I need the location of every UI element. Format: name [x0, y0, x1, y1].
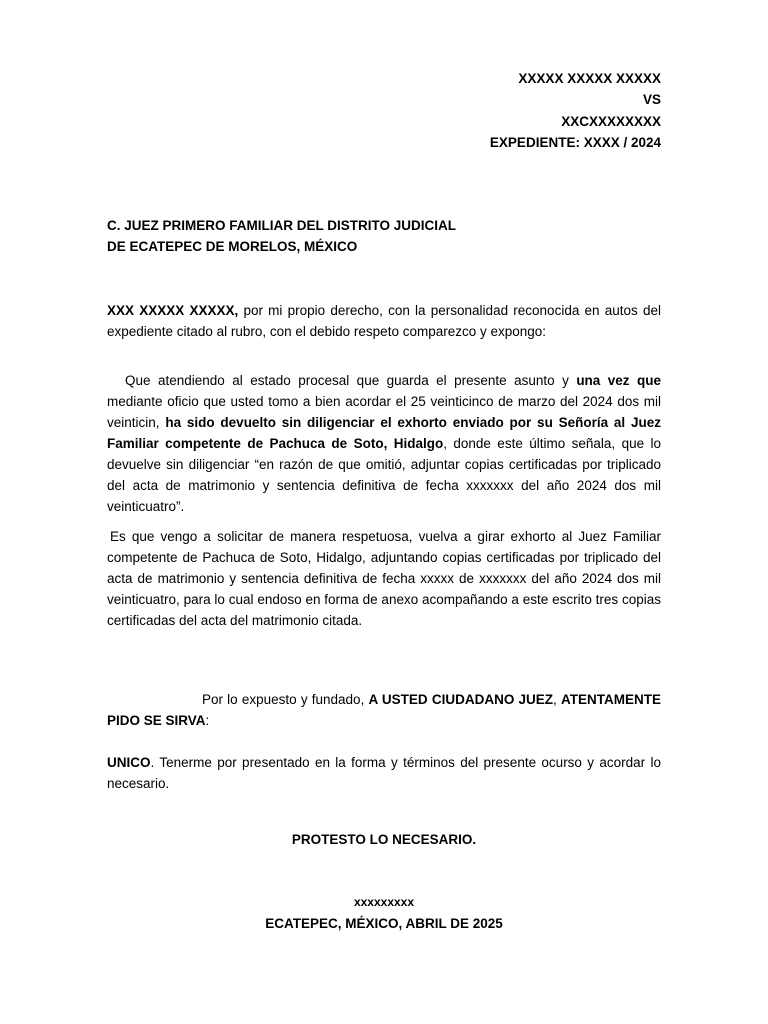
facts-text-1: Que atendiendo al estado procesal que guarda el presente asunto y	[125, 373, 577, 388]
addressee	[107, 215, 456, 258]
signer-name: xxxxxxxxx	[353, 895, 415, 909]
petition-text-1: Por lo expuesto y fundado,	[202, 692, 369, 707]
facts-bold-2: ha sido devuelto sin diligenciar el exhorto enviado por su Señoría al Juez Familiar competente de Pachuca de Soto, Hidalgo	[107, 415, 661, 451]
petition-text-3: :	[205, 713, 210, 728]
party-defendant: XXCXXXXXXXX	[561, 113, 661, 129]
petitioner-name: XXX XXXXX XXXXX,	[107, 303, 239, 318]
unico-paragraph	[107, 752, 661, 794]
case-header	[490, 68, 661, 153]
facts-text-3: , donde este último señala, que lo devuelve sin diligenciar “en razón de que omitió, adjuntar copias certificadas por triplicado del acta de matrimonio y sentencia definitiva de fecha xxxxxxx del año 2024 dos mil veinticuatro”.	[107, 436, 661, 514]
addressee-line-1: C. JUEZ PRIMERO FAMILIAR DEL DISTRITO JUDICIAL	[107, 218, 457, 233]
unico-text: . Tenerme por presentado en la forma y términos del presente ocurso y acordar lo necesario.	[107, 755, 661, 791]
party-plaintiff: XXXXX XXXXX XXXXX	[518, 71, 661, 86]
unico-label: UNICO	[107, 755, 151, 770]
case-number: EXPEDIENTE: XXXX / 2024	[489, 134, 661, 150]
versus-label: VS	[642, 92, 661, 108]
request-text: Es que vengo a solicitar de manera respetuosa, vuelva a girar exhorto al Juez Familiar competente de Pachuca de Soto, Hidalgo, adjuntando copias certificadas por triplicado del acta de matrimonio y sentencia definitiva de fecha xxxxx de xxxxxxx del año 2024 dos mil veinticuatro, para lo cual endoso en forma de anexo acompañando a este escrito tres copias certificadas del acta del matrimonio citada.	[107, 529, 661, 628]
petition-bold-2: ATENTAMENTE PIDO SE SIRVA	[107, 692, 661, 728]
intro-paragraph	[107, 300, 661, 342]
protesto-line: PROTESTO LO NECESARIO.	[291, 832, 477, 847]
facts-text-2: mediante oficio que usted tomo a bien acordar el 25 veinticinco de marzo del 2024 dos mil veinticin,	[107, 394, 661, 430]
petition-text-2: ,	[553, 692, 561, 707]
request-paragraph	[107, 526, 661, 631]
place-date: ECATEPEC, MÉXICO, ABRIL DE 2025	[265, 916, 503, 931]
intro-text: por mi propio derecho, con la personalidad reconocida en autos del expediente citado al rubro, con el debido respeto comparezco y expongo:	[107, 303, 662, 339]
addressee-line-2: DE ECATEPEC DE MORELOS, MÉXICO	[107, 239, 358, 255]
petition-paragraph	[107, 689, 661, 731]
petition-bold-1: A USTED CIUDADANO JUEZ	[368, 692, 554, 707]
facts-paragraph	[107, 370, 661, 517]
facts-bold-1: una vez que	[576, 373, 661, 388]
